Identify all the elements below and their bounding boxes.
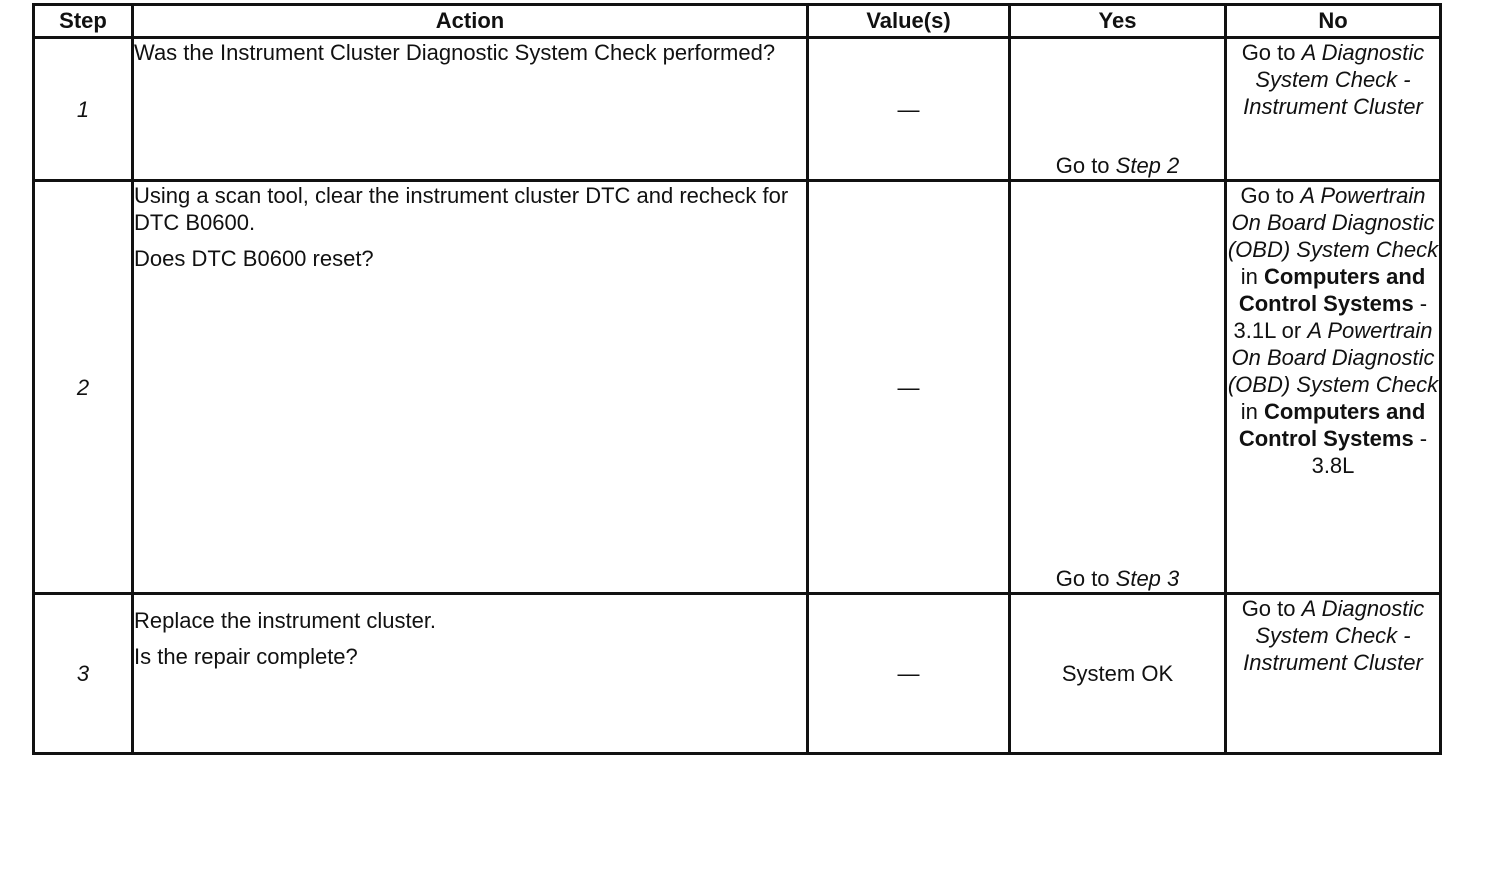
no-in-b: in — [1240, 399, 1264, 424]
no-cell — [1226, 181, 1441, 594]
header-step: Step — [34, 5, 133, 38]
step-number: 1 — [34, 38, 133, 181]
header-values: Value(s) — [808, 5, 1010, 38]
action-text: Was the Instrument Cluster Diagnostic System Check performed? — [134, 40, 776, 65]
action-cell — [133, 594, 808, 754]
no-procedure-link-b[interactable]: A Powertrain On Board Diagnostic (OBD) System Check — [1227, 318, 1439, 397]
step-number: 3 — [34, 594, 133, 754]
header-action: Action — [133, 5, 808, 38]
no-suffix-b: - 3.8L — [1311, 426, 1428, 478]
no-cell — [1226, 594, 1441, 754]
step-number: 2 — [34, 181, 133, 594]
action-cell — [133, 38, 808, 181]
table-row — [34, 181, 1441, 594]
yes-prefix: Go to — [1055, 153, 1116, 178]
no-in-a: in — [1240, 264, 1264, 289]
value-cell: — — [808, 38, 1010, 181]
no-or: or — [1275, 318, 1308, 343]
header-yes: Yes — [1010, 5, 1226, 38]
no-manual-a: Computers and Control Systems — [1238, 264, 1426, 316]
no-procedure-link[interactable]: A Diagnostic System Check - Instrument Cluster — [1243, 596, 1425, 675]
diagnostic-table — [32, 3, 1442, 755]
action-text: Replace the instrument cluster. — [134, 608, 437, 633]
value-cell: — — [808, 594, 1010, 754]
action-cell — [133, 181, 808, 594]
no-prefix: Go to — [1241, 596, 1302, 621]
yes-step-link[interactable]: Step 3 — [1115, 566, 1180, 591]
no-suffix-a: - 3.1L — [1233, 291, 1428, 343]
yes-step-link[interactable]: Step 2 — [1115, 153, 1180, 178]
header-row — [34, 5, 1441, 38]
table-row — [34, 38, 1441, 181]
no-procedure-link-a[interactable]: A Powertrain On Board Diagnostic (OBD) System Check — [1227, 183, 1439, 262]
action-text: Using a scan tool, clear the instrument cluster DTC and recheck for DTC B0600. — [134, 183, 789, 235]
action-question: Is the repair complete? — [134, 644, 358, 669]
no-prefix: Go to — [1240, 183, 1301, 208]
no-procedure-link[interactable]: A Diagnostic System Check - Instrument Cluster — [1243, 40, 1425, 119]
no-manual-b: Computers and Control Systems — [1238, 399, 1426, 451]
action-question: Does DTC B0600 reset? — [134, 246, 374, 271]
value-cell: — — [808, 181, 1010, 594]
yes-cell — [1010, 38, 1226, 181]
no-cell — [1226, 38, 1441, 181]
yes-prefix: Go to — [1055, 566, 1116, 591]
no-prefix: Go to — [1241, 40, 1302, 65]
table-row — [34, 594, 1441, 754]
header-no: No — [1226, 5, 1441, 38]
yes-cell: System OK — [1010, 594, 1226, 754]
yes-cell — [1010, 181, 1226, 594]
